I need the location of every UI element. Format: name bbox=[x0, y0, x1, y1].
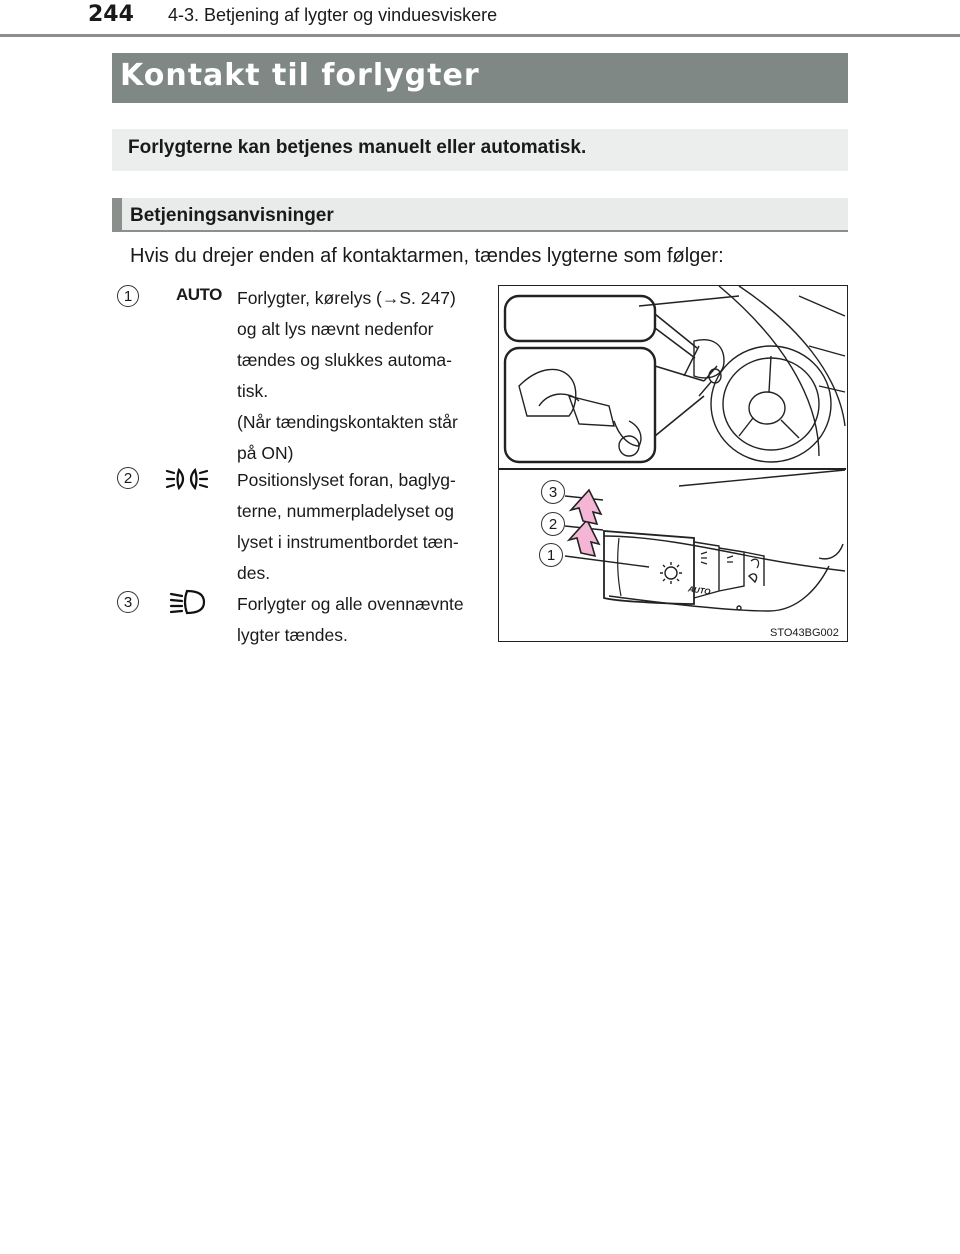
breadcrumb: 4-3. Betjening af lygter og vinduesviskere bbox=[168, 5, 498, 25]
item-number-2: 2 bbox=[117, 467, 139, 489]
item-number-3: 3 bbox=[117, 591, 139, 613]
item-text-1 bbox=[237, 283, 477, 469]
lead-text: Hvis du drejer enden af kontaktarmen, tændes lygterne som følger: bbox=[130, 245, 724, 267]
text-line: Forlygter, kørelys (→S. 247) bbox=[237, 288, 456, 308]
text-line: og alt lys nævnt nedenfor bbox=[237, 319, 434, 339]
item-number-1: 1 bbox=[117, 285, 139, 307]
figure-callout-3: 3 bbox=[541, 480, 565, 504]
item-text-3 bbox=[237, 589, 477, 651]
header-divider bbox=[0, 34, 960, 37]
page-number: 244 bbox=[88, 2, 134, 27]
position-light-icon bbox=[165, 466, 209, 492]
figure-callout-2: 2 bbox=[541, 512, 565, 536]
switch-auto-label: AUTO bbox=[687, 584, 712, 597]
text-line: des. bbox=[237, 563, 271, 583]
text-line: tisk. bbox=[237, 381, 269, 401]
text-line: på ON) bbox=[237, 443, 294, 463]
text-line: (Når tændingskontakten står bbox=[237, 412, 458, 432]
subsection-marker bbox=[112, 198, 122, 232]
figure-callout-1: 1 bbox=[539, 543, 563, 567]
headlight-switch-illustration bbox=[498, 285, 848, 642]
text-line: Forlygter og alle ovennævnte bbox=[237, 594, 464, 614]
auto-headlight-icon: AUTO bbox=[176, 285, 222, 304]
section-title: Kontakt til forlygter bbox=[120, 58, 480, 93]
item-text-2 bbox=[237, 465, 477, 589]
illustration-drawing bbox=[499, 286, 846, 640]
headlight-icon bbox=[168, 588, 208, 616]
text-line: tændes og slukkes automa- bbox=[237, 350, 452, 370]
text-line: lyset i instrumentbordet tæn- bbox=[237, 532, 459, 552]
text-line: lygter tændes. bbox=[237, 625, 348, 645]
text-line: Positionslyset foran, baglyg- bbox=[237, 470, 456, 490]
figure-id: STO43BG002 bbox=[770, 627, 839, 639]
subsection-title: Betjeningsanvisninger bbox=[130, 205, 334, 226]
intro-text: Forlygterne kan betjenes manuelt eller automatisk. bbox=[128, 137, 587, 158]
text-line: terne, nummerpladelyset og bbox=[237, 501, 454, 521]
